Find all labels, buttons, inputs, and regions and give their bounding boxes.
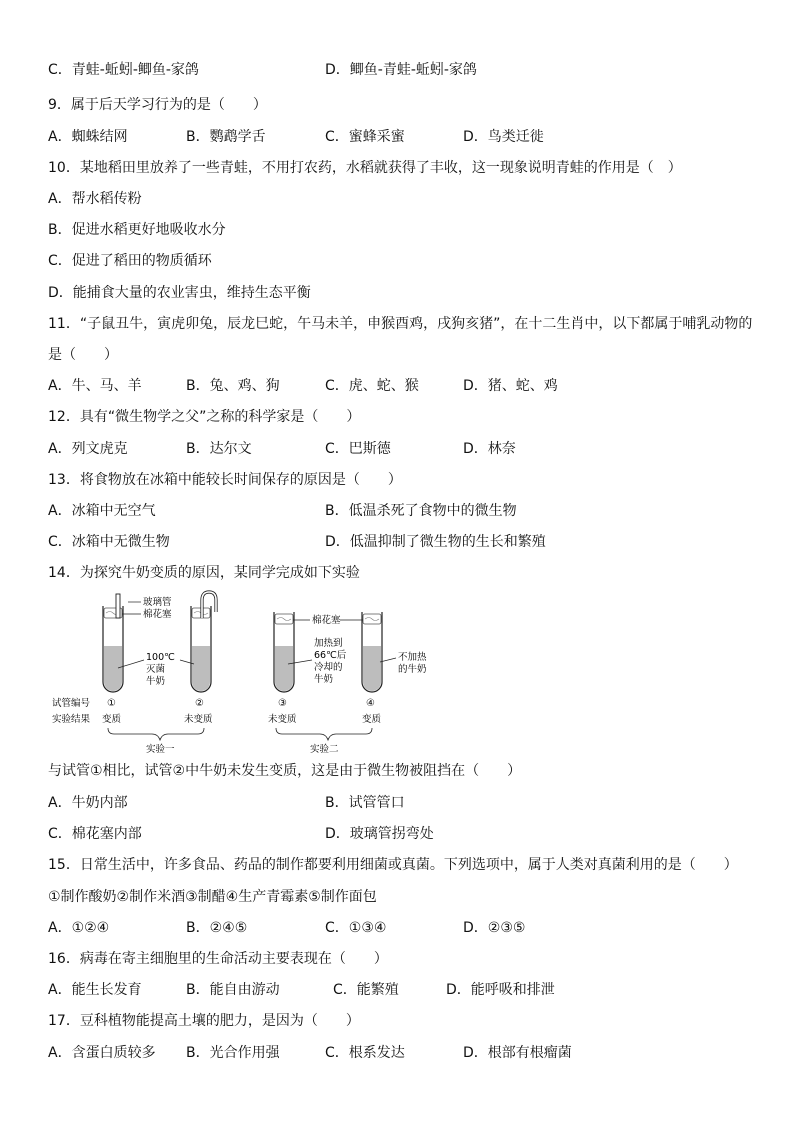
- q12-option-b: B．达尔文: [186, 441, 252, 457]
- q11-stem-line2: 是（ ）: [48, 347, 118, 363]
- q14-option-a: A．牛奶内部: [48, 795, 128, 811]
- q17-option-a: A．含蛋白质较多: [48, 1045, 156, 1061]
- q12-option-d: D．林奈: [463, 441, 516, 457]
- tube-3: [274, 612, 294, 692]
- q17-option-c: C．根系发达: [325, 1045, 405, 1061]
- label-cotton-plug: 棉花塞: [143, 609, 172, 620]
- q8-option-c: C．青蛙-蚯蚓-鲫鱼-家鸽: [48, 62, 199, 78]
- q13-option-d: D．低温抑制了微生物的生长和繁殖: [325, 534, 546, 550]
- q13-stem: 13．将食物放在冰箱中能较长时间保存的原因是（ ）: [48, 472, 402, 488]
- row-tube-number: 试管编号: [52, 698, 91, 709]
- q16-option-a: A．能生长发育: [48, 982, 142, 998]
- q14-option-d: D．玻璃管拐弯处: [325, 826, 434, 842]
- q13-option-c: C．冰箱中无微生物: [48, 534, 170, 550]
- q16-option-d: D．能呼吸和排泄: [446, 982, 555, 998]
- label-sterile-milk-2: 灭菌: [146, 664, 166, 675]
- q17-option-d: D．根部有根瘤菌: [463, 1045, 572, 1061]
- q15-items: ①制作酸奶②制作米酒③制醋④生产青霉素⑤制作面包: [48, 889, 377, 905]
- q17-stem: 17．豆科植物能提高土壤的肥力，是因为（ ）: [48, 1013, 360, 1029]
- label-cooled-milk-3: 冷却的: [314, 662, 343, 673]
- q10-option-a: A．帮水稻传粉: [48, 191, 142, 207]
- q14-experiment-figure: [48, 590, 448, 760]
- q11-option-d: D．猪、蛇、鸡: [463, 378, 558, 394]
- q15-stem: 15．日常生活中，许多食品、药品的制作都要利用细菌或真菌。下列选项中，属于人类对真菌利用的是（ ）: [48, 857, 738, 873]
- q13-option-a: A．冰箱中无空气: [48, 503, 156, 519]
- tube-2: [191, 592, 216, 692]
- result-4: 变质: [362, 714, 382, 725]
- result-1: 变质: [102, 714, 122, 725]
- q11-option-a: A．牛、马、羊: [48, 378, 142, 394]
- q16-stem: 16．病毒在寄主细胞里的生命活动主要表现在（ ）: [48, 951, 388, 967]
- label-cooled-milk-4: 牛奶: [314, 674, 334, 685]
- q10-stem: 10．某地稻田里放养了一些青蛙，不用打农药，水稻就获得了丰收，这一现象说明青蛙的作用是（ ）: [48, 160, 682, 176]
- tube-number-3: ③: [278, 698, 287, 709]
- q14-sub-question: 与试管①相比，试管②中牛奶未发生变质，这是由于微生物被阻挡在（ ）: [48, 763, 522, 779]
- q11-stem-line1: 11．“子鼠丑牛，寅虎卯兔，辰龙巳蛇，午马未羊，申猴酉鸡，戌狗亥猪”，在十二生肖中，以下都属于哺乳动物的: [48, 316, 753, 332]
- tube-number-2: ②: [195, 698, 204, 709]
- q9-option-d: D．鸟类迁徙: [463, 129, 544, 145]
- q8-option-d: D．鲫鱼-青蛙-蚯蚓-家鸽: [325, 62, 477, 78]
- q15-option-b: B．②④⑤: [186, 920, 248, 936]
- q10-option-c: C．促进了稻田的物质循环: [48, 253, 212, 269]
- q11-option-b: B．兔、鸡、狗: [186, 378, 280, 394]
- tube-1: [103, 594, 123, 692]
- q15-option-a: A．①②④: [48, 920, 110, 936]
- q9-stem: 9．属于后天学习行为的是（ ）: [48, 97, 267, 113]
- q14-stem: 14．为探究牛奶变质的原因，某同学完成如下实验: [48, 565, 360, 581]
- label-sterile-milk-1: 100℃: [146, 652, 175, 663]
- q12-stem: 12．具有“微生物学之父”之称的科学家是（ ）: [48, 409, 361, 425]
- bracket-exp1: [108, 728, 204, 740]
- q11-option-c: C．虎、蛇、猴: [325, 378, 419, 394]
- result-2: 未变质: [184, 714, 213, 725]
- label-sterile-milk-3: 牛奶: [146, 676, 166, 687]
- result-3: 未变质: [268, 714, 297, 725]
- q16-option-b: B．能自由游动: [186, 982, 280, 998]
- label-cooled-milk-2: 66℃后: [314, 650, 347, 661]
- label-unheated-milk-2: 的牛奶: [398, 664, 427, 675]
- q10-option-d: D．能捕食大量的农业害虫，维持生态平衡: [48, 285, 311, 301]
- q16-option-c: C．能繁殖: [333, 982, 399, 998]
- q17-option-b: B．光合作用强: [186, 1045, 280, 1061]
- q9-option-b: B．鹦鹉学舌: [186, 129, 266, 145]
- q9-option-a: A．蜘蛛结网: [48, 129, 128, 145]
- label-cooled-milk-1: 加热到: [314, 638, 343, 649]
- label-experiment-1: 实验一: [146, 744, 175, 755]
- q14-option-b: B．试管管口: [325, 795, 405, 811]
- bracket-exp2: [276, 728, 372, 740]
- q14-option-c: C．棉花塞内部: [48, 826, 142, 842]
- q15-option-c: C．①③④: [325, 920, 387, 936]
- q9-option-c: C．蜜蜂采蜜: [325, 129, 405, 145]
- q10-option-b: B．促进水稻更好地吸收水分: [48, 222, 226, 238]
- q12-option-a: A．列文虎克: [48, 441, 128, 457]
- label-glass-tube: 玻璃管: [143, 597, 172, 608]
- q15-option-d: D．②③⑤: [463, 920, 526, 936]
- tube-4: [362, 612, 382, 692]
- label-experiment-2: 实验二: [310, 744, 339, 755]
- label-cotton-plug-2: 棉花塞: [312, 615, 341, 626]
- row-result: 实验结果: [52, 714, 91, 725]
- tube-number-1: ①: [107, 698, 116, 709]
- q13-option-b: B．低温杀死了食物中的微生物: [325, 503, 517, 519]
- label-unheated-milk-1: 不加热: [398, 652, 427, 663]
- tube-number-4: ④: [366, 698, 375, 709]
- q12-option-c: C．巴斯德: [325, 441, 391, 457]
